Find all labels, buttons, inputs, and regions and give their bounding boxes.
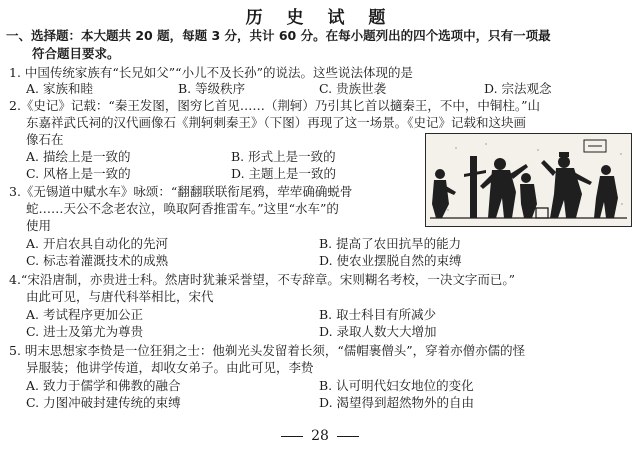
question-4-option-a[interactable]: A. 考试程序更加公正 [26, 307, 143, 322]
question-3-option-a[interactable]: A. 开启农具自动化的先河 [26, 236, 168, 251]
question-3-stem-line-1: 3.《无锡道中赋水车》咏颂：“翻翻联联衔尾鸦，荦荦确确蜕骨 [9, 184, 353, 199]
question-5-option-c[interactable]: C. 力图冲破封建传统的束缚 [26, 395, 181, 410]
question-3-option-c[interactable]: C. 标志着灌溉技术的成熟 [26, 253, 169, 268]
question-2-option-b[interactable]: B. 形式上是一致的 [231, 149, 336, 164]
page-number: 28 [311, 428, 329, 444]
question-2-stem-line-1: 2.《史记》记载：“秦王发图，图穷匕首见……（荆轲）乃引其匕首以擿秦王，不中，中铜柱。”山 [9, 98, 540, 113]
question-2-option-d[interactable]: D. 主题上是一致的 [231, 166, 337, 181]
question-5-stem-line-1: 5. 明末思想家李贽是一位狂狷之士：他剃光头发留着长须，“儒帽裹僧头”，穿着亦僧亦儒的怪 [9, 343, 526, 358]
question-1-option-b[interactable]: B. 等级秩序 [178, 81, 246, 96]
question-4-option-b[interactable]: B. 取士科目有所减少 [319, 307, 437, 322]
question-5-option-b[interactable]: B. 认可明代妇女地位的变化 [319, 378, 474, 393]
footer-dash-right [337, 436, 359, 437]
question-3-option-d[interactable]: D. 使农业摆脱自然的束缚 [319, 253, 462, 268]
question-4-stem-line-2: 由此可见，与唐代科举相比，宋代 [26, 289, 214, 304]
question-1-option-c[interactable]: C. 贵族世袭 [319, 81, 387, 96]
stone-relief-figure [425, 133, 632, 227]
stone-relief-image [426, 134, 631, 226]
question-3-stem-line-3: 使用 [26, 218, 52, 233]
page-title: 历 史 试 题 [245, 8, 395, 28]
question-2-stem-line-2: 东嘉祥武氏祠的汉代画像石《荆轲刺秦王》（下图）再现了这一场景。《史记》记载和这块画 [26, 115, 527, 130]
question-3-stem-line-2: 蛇……天公不念老农泣，唤取阿香推雷车。”这里“水车”的 [26, 201, 339, 216]
question-1-stem: 1. 中国传统家族有“长兄如父”“小儿不及长孙”的说法。这些说法体现的是 [9, 65, 413, 80]
question-2-stem-line-3: 像石在 [26, 132, 64, 147]
section-instructions [6, 27, 632, 63]
question-1-option-d[interactable]: D. 宗法观念 [484, 81, 552, 96]
question-5-stem-line-2: 异服装；他讲学传道，却收女弟子。由此可见，李贽 [26, 360, 314, 375]
question-3-option-b[interactable]: B. 提高了农田抗旱的能力 [319, 236, 462, 251]
page-footer [0, 428, 640, 444]
question-4-stem-line-1: 4.“宋沿唐制，亦贵进士科。然唐时犹兼采誉望，不专辞章。宋则糊名考校，一决文字而已。” [9, 272, 515, 287]
footer-dash-left [281, 436, 303, 437]
question-5-option-d[interactable]: D. 渴望得到超然物外的自由 [319, 395, 475, 410]
section-heading-tail: 符合题目要求。 [32, 46, 120, 61]
question-2-option-c[interactable]: C. 风格上是一致的 [26, 166, 131, 181]
question-4-option-d[interactable]: D. 录取人数大大增加 [319, 324, 437, 339]
question-4-option-c[interactable]: C. 进士及第尤为尊贵 [26, 324, 144, 339]
section-heading: 一、选择题：本大题共 20 题，每题 3 分，共计 60 分。在每小题列出的四个选项中，只有一项最 [6, 28, 551, 43]
question-5-option-a[interactable]: A. 致力于儒学和佛教的融合 [26, 378, 181, 393]
question-1-option-a[interactable]: A. 家族和睦 [26, 81, 93, 96]
question-2-option-a[interactable]: A. 描绘上是一致的 [26, 149, 131, 164]
